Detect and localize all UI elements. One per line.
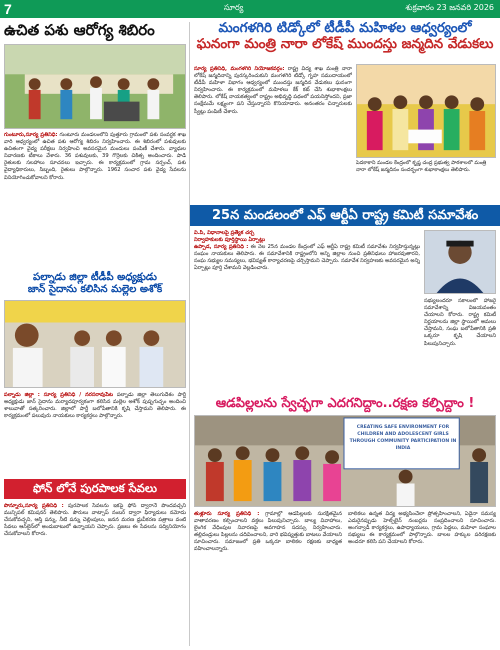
girls-safety-photo — [194, 415, 496, 507]
tdp-photo-caption: పెదకాకాని మండల కేంద్రంలో కృష్ణ చంద్ర ప్రభుత్వ పాఠశాలలో మంత్రి నారా లోకేష్ జన్మదినం సందర్భంగా శుభాకాంక్షలు తెలిపారు. — [356, 160, 487, 173]
banner-line-1: CREATING SAFE ENVIRONMENT FOR — [356, 425, 450, 430]
tdp-celebration-photo — [356, 64, 496, 158]
phone-services-body: పురపాలక సేవలను ఇకపై ఫోన్ ద్వారానే పొందవచ్చని మున్సిపల్ కమిషనర్ తెలిపారు. పౌరులు వాట్సాప్ నంబర్ ద్వారా ఫిర్యాదులు నమోదు చేసుకోవచ్చని, ఆస్తి పన్ను, నీటి పన్ను చెల్లింపులు, జనన మరణ ధ్రువీకరణ పత్రాలు వంటి సేవలు ఆన్‌లైన్‌లో అందుబాటులో ఉన్నాయని చెప్పారు. ప్రజలు ఈ సేవలను సద్వినియోగం చేసుకోవాలని కోరారు. — [4, 503, 186, 538]
phone-services-byline: పొన్నూరు,సూర్య ప్రతినిధి : — [4, 503, 64, 509]
health-camp-byline: గుంటూరు,సూర్య ప్రతినిధి: — [4, 132, 58, 138]
frta-byline: ఉప్పాడ, సూర్య ప్రతినిధి : — [194, 244, 249, 251]
health-camp-headline: ఉచిత పశు ఆరోగ్య శిబిరం — [4, 21, 155, 39]
tdp-byline: సూర్య ప్రతినిధి, మంగళగిరి నియోజకవర్గం: — [194, 66, 285, 72]
page-number: 7 — [4, 1, 12, 17]
tdp-headline-line2: ఘనంగా మంత్రి నారా లోకేష్ ముందస్తు జన్మదిన వేడుకలు — [196, 35, 494, 52]
meeting-article — [4, 392, 186, 474]
frta-portrait — [424, 230, 496, 294]
awareness-banner — [346, 424, 460, 452]
girls-safety-body-left: గ్రామాల్లో ఆడపిల్లలకు సురక్షితమైన వాతావరణం కల్పించాలని వక్తలు పిలుపునిచ్చారు. బాల్య వివాహాలు, లైంగిక వేధింపుల నివారణపై అవగాహన సదస్సు నిర్వహించారు. తల్లిదండ్రులు పిల్లలను చదివించాలని, వారి భవిష్యత్తుకు బాటలు వేయాలని సూచించారు. సమాజంలో ప్రతి ఒక్కరూ బాలికల రక్షణకు బాధ్యత వహించాలన్నారు. — [194, 511, 342, 553]
meeting-body: పల్నాడు జిల్లా తెలుగుదేశం పార్టీ అధ్యక్షుడు జాన్ సైదాను మర్యాదపూర్వకంగా కలిసిన మల్లెల అశోక్ పుష్పగుచ్ఛం అందించి శాలువాతో సత్కరించారు. జిల్లాలో పార్టీ బలోపేతానికి కృషి చేస్తామని తెలిపారు. ఈ కార్యక్రమంలో పలువురు నాయకులు కార్యకర్తలు పాల్గొన్నారు. — [4, 392, 186, 420]
banner-line-2: CHILDREN AND ADOLESCENT GIRLS — [357, 432, 449, 437]
frta-subhead-1: వి.పి, విధానాలపై ప్రత్యేక చర్చ — [194, 230, 255, 236]
girls-safety-article — [194, 511, 342, 646]
health-camp-photo — [4, 44, 186, 129]
meeting-byline: పల్నాడు జిల్లా : సూర్య ప్రతినిధి / నరసరావుపేట — [4, 392, 114, 398]
phone-services-article — [4, 503, 186, 646]
issue-date: శుక్రవారం 23 జనవరి 2026 — [405, 3, 494, 12]
banner-line-3: THROUGH COMMUNITY PARTICIPATION IN INDIA — [349, 439, 457, 451]
health-camp-body: గుంటూరు మండలంలోని పుత్తూరు గ్రామంలో పశు సంవర్ధక శాఖ వారి ఆధ్వర్యంలో ఉచిత పశు ఆరోగ్య శిబిరం నిర్వహించారు. ఈ శిబిరంలో పశువులకు ఉచితంగా వైద్య పరీక్షలు నిర్వహించి అవసరమైన మందులు పంపిణీ చేశారు. వ్యాధుల నివారణకు టీకాలు వేశారు. 36 పశువులకు, 39 గొర్రెలకు చికిత్స అందించారు. పాడి రైతులకు సలహాలు సూచనలు ఇచ్చారు. ఈ కార్యక్రమంలో గ్రామ సర్పంచ్, పశు వైద్యాధికారులు, సిబ్బంది, రైతులు పాల్గొన్నారు. 1962 సంచార పశు వైద్య సేవలను వినియోగించుకోవాలని కోరారు. — [4, 132, 186, 181]
girls-safety-article-continued: బాలికలు ఉన్నత విద్య అభ్యసించేలా ప్రోత్సహించాలని, ఏదైనా సమస్య ఎదురైనప్పుడు హెల్ప్‌లైన్ నంబర్లను సంప్రదించాలని సూచించారు. అంగన్వాడీ కార్యకర్తలు, ఉపాధ్యాయులు, గ్రామ పెద్దలు, మహిళా సంఘాల సభ్యులు ఈ కార్యక్రమంలో పాల్గొన్నారు. బాలల హక్కుల పరిరక్షణకు అందరూ కలిసి పని చేయాలని కోరారు. — [348, 511, 496, 546]
girls-safety-byline: తుళ్లూరు సూర్య ప్రతినిధి : — [194, 511, 260, 517]
health-camp-article — [4, 132, 186, 268]
tdp-headline-line1: మంగళగిరి టిడ్కోలో టీడీపీ మహిళల ఆధ్వర్యంలో — [218, 20, 472, 36]
column-divider — [189, 22, 190, 646]
meeting-headline — [4, 272, 186, 295]
tdp-body: రాష్ట్ర విద్య శాఖ మంత్రి నారా లోకేష్ జన్మదినాన్ని పురస్కరించుకుని మంగళగిరి టిడ్కో గృహ సముదాయంలో టీడీపీ మహిళా విభాగం ఆధ్వర్యంలో ముందస్తు జన్మదిన వేడుకలు ఘనంగా నిర్వహించారు. ఈ కార్యక్రమంలో మహిళలు కేక్ కట్ చేసి శుభాకాంక్షలు తెలిపారు. లోకేష్ నాయకత్వంలో రాష్ట్రం అభివృద్ధి పథంలో పయనిస్తోందని, ప్రజా సంక్షేమమే లక్ష్యంగా పని చేస్తున్నారని కొనియాడారు. అనంతరం చిన్నారులకు స్వీట్లు పంపిణీ చేశారు. — [194, 66, 352, 115]
girls-safety-headline: ఆడపిల్లలను స్వేచ్ఛగా ఎదగనిద్దాం..రక్షణ కల్పిద్దాం ! — [215, 396, 475, 411]
meeting-photo — [4, 300, 186, 388]
phone-services-headline: ఫోన్ లోనే పురపాలక సేవలు — [4, 479, 186, 499]
paper-name: సూర్య — [224, 3, 244, 12]
frta-band-headline: 25న మండలంలో ఎఫ్ ఆర్టీఏ రాష్ట్ర కమిటీ సమావేశం — [190, 205, 500, 226]
frta-subhead-2: నిర్వాహకులకు పూర్తిస్థాయి ఏర్పాట్లు — [194, 237, 266, 244]
frta-article — [194, 230, 420, 392]
meeting-headline-line2: జాన్ సైదాను కలిసిన మల్లెల అశోక్ — [27, 283, 163, 295]
page-header-bar — [0, 0, 500, 18]
tdp-headline — [194, 21, 496, 52]
tdp-article — [194, 66, 352, 200]
frta-body-left: ఈ నెల 25న మండల కేంద్రంలో ఎఫ్ ఆర్టీఏ రాష్ట్ర కమిటీ సమావేశం నిర్వహిస్తున్నట్లు సంఘం నాయకులు తెలిపారు. ఈ సమావేశానికి రాష్ట్రంలోని అన్ని జిల్లాల నుంచి ప్రతినిధులు హాజరవుతారని, సంఘ సభ్యుల సమస్యలు, భవిష్యత్ కార్యాచరణపై చర్చిస్తామని చెప్పారు. సమావేశ నిర్వహణకు అవసరమైన అన్ని ఏర్పాట్లు పూర్తి చేశామని వెల్లడించారు. — [194, 244, 420, 272]
meeting-headline-line1: పల్నాడు జిల్లా టీడీపీ అధ్యక్షుడు — [33, 272, 157, 283]
frta-article-continued: సభ్యులందరూ సకాలంలో హాజరై సమావేశాన్ని విజయవంతం చేయాలని కోరారు. రాష్ట్ర కమిటీ నిర్ణయాలను జిల్లా స్థాయిలో అమలు చేస్తామని, సంఘ బలోపేతానికి ప్రతి ఒక్కరూ కృషి చేయాలని పిలుపునిచ్చారు. — [424, 298, 496, 347]
